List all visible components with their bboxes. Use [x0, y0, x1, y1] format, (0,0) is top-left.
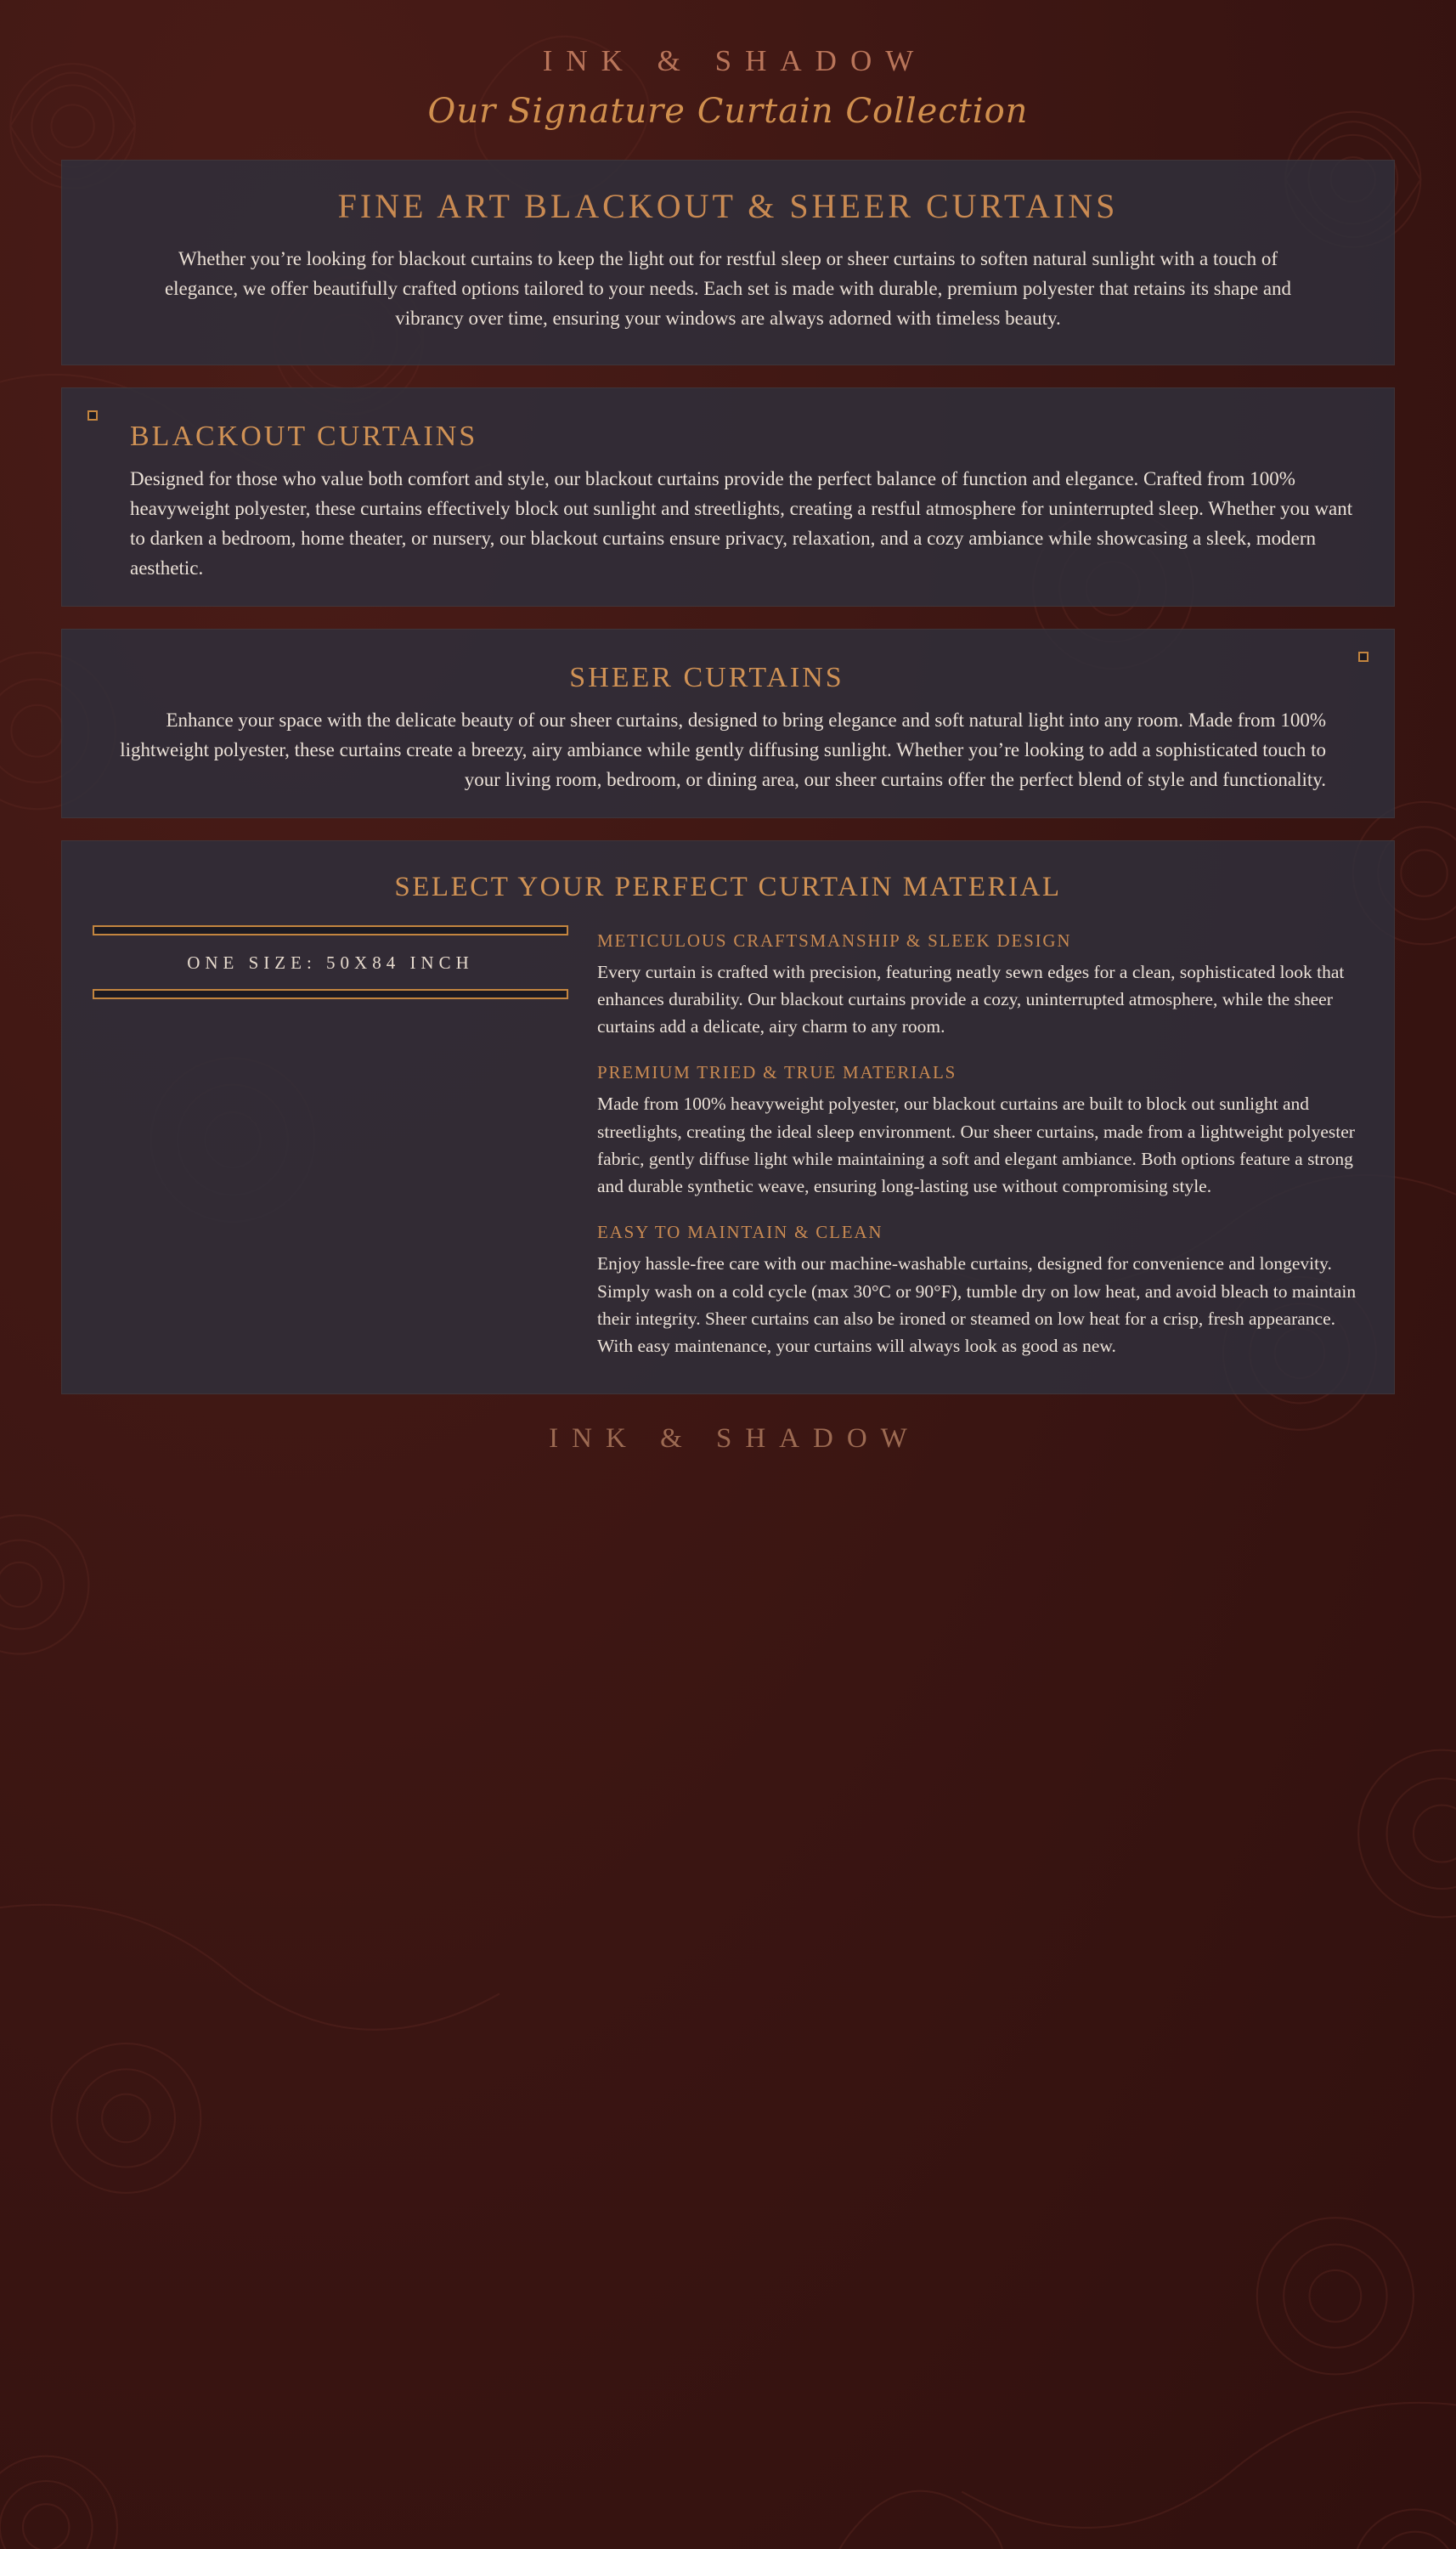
- feature-materials: [597, 1062, 1363, 1200]
- feature-body: Enjoy hassle-free care with our machine-washable curtains, designed for convenience and longevity. Simply wash on a cold cycle (max 30°C or 90°F), tumble dry on low heat, and avoid bleach to maintain their integrity. Sheer curtains can also be ironed or steamed on low heat for a crisp, fresh appearance. With easy maintenance, your curtains will always look as good as new.: [597, 1253, 1357, 1357]
- material-images-column: [93, 925, 568, 999]
- collection-subtitle: Our Signature Curtain Collection: [427, 92, 1029, 131]
- feature-craftsmanship: [597, 930, 1363, 1041]
- material-features-column: [597, 925, 1363, 1360]
- feature-body: Every curtain is crafted with precision, featuring neatly sewn edges for a clean, sophisticated look that enhances durability. Our blackout curtains provide a cozy, uninterrupted atmosphere, while the sheer curtains add a delicate, airy charm to any room.: [597, 961, 1345, 1037]
- blackout-heading: BLACKOUT CURTAINS: [130, 420, 478, 452]
- intro-paragraph: Whether you’re looking for blackout curtains to keep the light out for restful sleep or sheer curtains to soften natural sunlight with a touch of elegance, we offer beautifully crafted options tailored to your needs. Each set is made with durable, premium polyester that retains its shape and vibrancy over time, ensuring your windows are always adorned with timeless beauty.: [164, 248, 1292, 329]
- sheer-fabric-photo: [1358, 652, 1369, 662]
- blackout-paragraph: Designed for those who value both comfort and style, our blackout curtains provide the perfect balance of function and elegance. Crafted from 100% heavyweight polyester, these curtains effectively block out sunlight and streetlights, creating a restful atmosphere for uninterrupted sleep. Whether you want to darken a bedroom, home theater, or nursery, our blackout curtains ensure privacy, relaxation, and a cozy ambiance while showcasing a sleek, modern aesthetic.: [130, 467, 1353, 579]
- blackout-room-photo: [93, 925, 568, 935]
- brand-name-top: INK & SHADOW: [542, 44, 928, 77]
- sheer-paragraph: Enhance your space with the delicate beauty of our sheer curtains, designed to bring elegance and soft natural light into any room. Made from 100% lightweight polyester, these curtains create a breezy, airy ambiance while gently diffusing sunlight. Whether you’re looking to add a sophisticated touch to your living room, bedroom, or dining area, our sheer curtains offer the perfect blend of style and functionality.: [120, 709, 1326, 790]
- material-heading: SELECT YOUR PERFECT CURTAIN MATERIAL: [394, 871, 1062, 902]
- feature-title: EASY TO MAINTAIN & CLEAN: [597, 1222, 883, 1243]
- material-grid: [93, 925, 1363, 1360]
- sheer-room-photo: [93, 989, 568, 999]
- size-label: ONE SIZE: 50X84 INCH: [187, 952, 474, 973]
- feature-body: Made from 100% heavyweight polyester, our blackout curtains are built to block out sunlight and streetlights, creating the ideal sleep environment. Our sheer curtains, made from a lightweight polyester fabric, gently diffuse light while maintaining a soft and elegant ambiance. Both options feature a strong and durable synthetic weave, ensuring long-lasting use without compromising style.: [597, 1094, 1355, 1197]
- blackout-fabric-photo: [87, 410, 98, 421]
- feature-title: PREMIUM TRIED & TRUE MATERIALS: [597, 1062, 957, 1083]
- sheer-text-block: [87, 652, 1326, 795]
- masthead: [0, 0, 1456, 146]
- material-section: [61, 840, 1395, 1395]
- blackout-section: [61, 387, 1395, 607]
- blackout-text-block: [130, 410, 1369, 584]
- footer: [0, 1394, 1456, 1494]
- intro-panel: [61, 160, 1395, 365]
- feature-title: METICULOUS CRAFTSMANSHIP & SLEEK DESIGN: [597, 930, 1072, 951]
- feature-maintenance: [597, 1222, 1363, 1359]
- page-title: FINE ART BLACKOUT & SHEER CURTAINS: [337, 187, 1119, 225]
- sheer-section: [61, 629, 1395, 818]
- sheer-heading: SHEER CURTAINS: [569, 661, 844, 693]
- brand-name-bottom: INK & SHADOW: [549, 1423, 921, 1455]
